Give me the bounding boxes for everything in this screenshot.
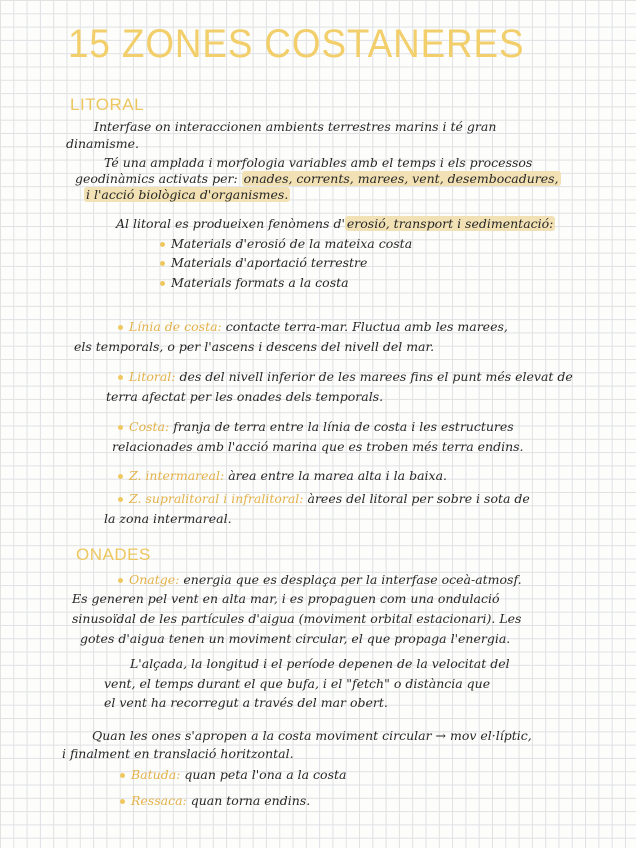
- bullet-dot-icon: [118, 325, 123, 330]
- bullet-dot-icon: [160, 281, 165, 286]
- bullet-dot-icon: [160, 261, 165, 266]
- definition-costa: Costa: franja de terra entre la línia de costa i les estructures: [118, 419, 514, 434]
- alcada-line-1: L'alçada, la longitud i el període depenen de la velocitat del: [130, 656, 510, 671]
- bullet-dot-icon: [120, 773, 125, 778]
- litoral-p2-line-1: Té una amplada i morfologia variables amb el temps i els processos: [104, 155, 533, 170]
- litoral-p2-highlight: onades, corrents, marees, vent, desembocadures,: [243, 171, 559, 186]
- bullet-dot-icon: [118, 425, 123, 430]
- alcada-line-3: el vent ha recorregut a través del mar obert.: [104, 695, 388, 710]
- litoral-intro-line-1: Interfase on interaccionen ambients terrestres marins i té gran: [94, 119, 497, 134]
- quan-line-1: Quan les ones s'apropen a la costa moviment circular → mov el·líptic,: [92, 728, 532, 743]
- litoral-p3-text: Al litoral es produeixen fenòmens d': [116, 216, 345, 231]
- onatge-line-2: Es generen pel vent en alta mar, i es propaguen com una ondulació: [72, 591, 500, 606]
- onatge-line-4: gotes d'aigua tenen un moviment circular, el que propaga l'energia.: [80, 631, 511, 646]
- definition-linia-costa: Línia de costa: contacte terra-mar. Fluctua amb les marees,: [118, 319, 508, 334]
- section-heading-litoral: LITORAL: [70, 95, 145, 114]
- definition-costa-cont: relacionades amb l'acció marina que es troben més terra endins.: [112, 439, 524, 454]
- bullet-dot-icon: [118, 578, 123, 583]
- page-title: 15 ZONES COSTANERES: [68, 22, 525, 66]
- litoral-intro-line-2: dinamisme.: [66, 136, 139, 151]
- definition-z-supralitoral: Z. supralitoral i infralitoral: àrees del litoral per sobre i sota de: [118, 491, 530, 506]
- definition-z-intermareal: Z. intermareal: àrea entre la marea alta i la baixa.: [118, 468, 447, 483]
- litoral-p3-highlight: erosió, transport i sedimentació:: [346, 216, 554, 231]
- definition-litoral-cont: terra afectat per les onades dels temporals.: [106, 389, 384, 404]
- definition-batuda: Batuda: quan peta l'ona a la costa: [120, 767, 346, 782]
- bullet-dot-icon: [118, 497, 123, 502]
- bullet-dot-icon: [160, 242, 165, 247]
- definition-ressaca: Ressaca: quan torna endins.: [120, 793, 310, 808]
- quan-line-2: i finalment en translació horitzontal.: [62, 746, 294, 761]
- bullet-dot-icon: [118, 375, 123, 380]
- bullet-dot-icon: [118, 474, 123, 479]
- litoral-p3-line: [116, 216, 555, 231]
- list-item: Materials d'aportació terrestre: [160, 255, 367, 270]
- list-item: Materials formats a la costa: [160, 275, 349, 290]
- section-heading-onades: ONADES: [76, 545, 151, 564]
- litoral-p2-line-2: [75, 171, 561, 186]
- bullet-dot-icon: [120, 799, 125, 804]
- alcada-line-2: vent, el temps durant el que bufa, i el "fetch" o distància que: [104, 676, 491, 691]
- definition-linia-costa-cont: els temporals, o per l'ascens i descens del nivell del mar.: [74, 339, 435, 354]
- litoral-p2-line-3: [84, 187, 290, 202]
- litoral-p2-highlight-2: i l'acció biològica d'organismes.: [86, 187, 289, 202]
- litoral-p2-text: geodinàmics activats per:: [75, 171, 238, 186]
- definition-litoral: Litoral: des del nivell inferior de les marees fins el punt més elevat de: [118, 369, 573, 384]
- onatge-line-1: Onatge: energia que es desplaça per la interfase oceà-atmosf.: [118, 572, 522, 587]
- definition-z-supralitoral-cont: la zona intermareal.: [104, 511, 232, 526]
- onatge-line-3: sinusoïdal de les partícules d'aigua (moviment orbital estacionari). Les: [72, 611, 522, 626]
- list-item: Materials d'erosió de la mateixa costa: [160, 236, 412, 251]
